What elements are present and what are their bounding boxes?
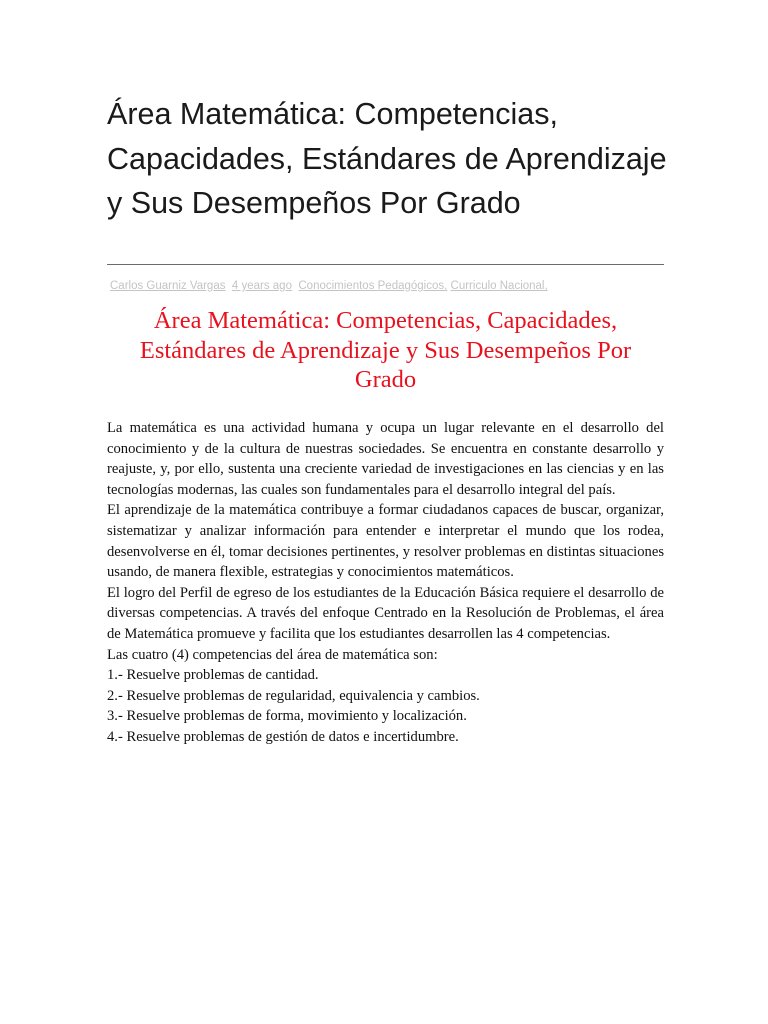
list-item: 2.- Resuelve problemas de regularidad, equivalencia y cambios. <box>107 687 480 704</box>
post-meta <box>110 278 670 294</box>
paragraph: Las cuatro (4) competencias del área de matemática son: <box>107 646 438 663</box>
category-link-curriculo[interactable]: Curriculo Nacional, <box>450 280 548 292</box>
list-item: 1.- Resuelve problemas de cantidad. <box>107 667 319 684</box>
title-divider <box>107 264 664 265</box>
article-heading: Área Matemática: Competencias, Capacidades, Estándares de Aprendizaje y Sus Desempeños Por Grado <box>139 307 632 393</box>
paragraph: La matemática es una actividad humana y ocupa un lugar relevante en el desarrollo del conocimiento y de la cultura de nuestras sociedades. Se encuentra en constante desarrollo y reajuste, y, por ello, sustenta una creciente variedad de investigaciones en las ciencias y en las tecnologías modernas, las cuales son fundamentales para el desarrollo integral del país. <box>107 420 664 498</box>
category-link-conocimientos[interactable]: Conocimientos Pedagógicos, <box>298 280 448 292</box>
author-link[interactable]: Carlos Guarniz Vargas <box>110 280 226 292</box>
page-title: Área Matemática: Competencias, Capacidades, Estándares de Aprendizaje y Sus Desempeños Por Grado <box>107 97 667 220</box>
article-body <box>107 418 664 748</box>
paragraph: El aprendizaje de la matemática contribuye a formar ciudadanos capaces de buscar, organizar, sistematizar y analizar información para entender e interpretar el mundo que los rodea, desenvolverse en él, tomar decisiones pertinentes, y resolver problemas en distintas situaciones usando, de manera flexible, estrategias y conocimientos matemáticos. <box>107 502 664 581</box>
list-item: 3.- Resuelve problemas de forma, movimiento y localización. <box>107 708 467 725</box>
paragraph: El logro del Perfil de egreso de los estudiantes de la Educación Básica requiere el desarrollo de diversas competencias. A través del enfoque Centrado en la Resolución de Problemas, el área de Matemática promueve y facilita que los estudiantes desarrollen las 4 competencias. <box>107 584 664 642</box>
post-time-link[interactable]: 4 years ago <box>231 280 292 292</box>
list-item: 4.- Resuelve problemas de gestión de datos e incertidumbre. <box>107 728 459 745</box>
